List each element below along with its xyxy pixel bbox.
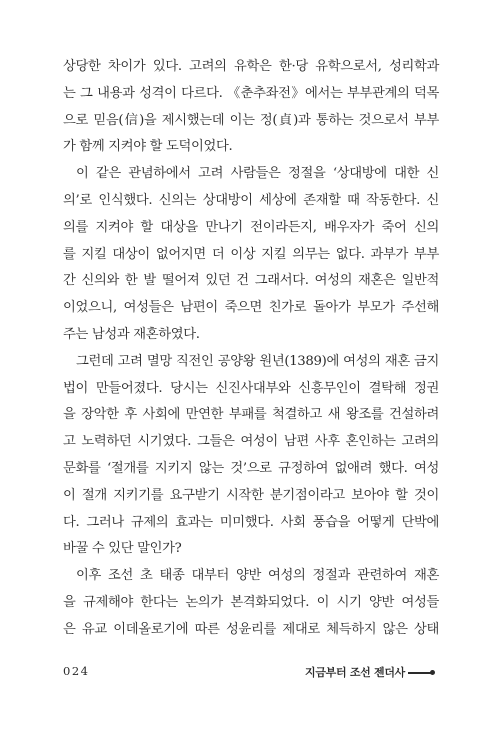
text-line: 의’로 인식했다. 신의는 상대방이 세상에 존재할 때 작동한다. 신 [63, 192, 439, 208]
text-line: 이 절개 지키기를 요구받기 시작한 분기점이라고 보아야 할 것이 [63, 487, 439, 503]
text-line: 은 유교 이데올로기에 따른 성윤리를 제대로 체득하지 않은 상태 [63, 621, 439, 637]
body-text [63, 54, 439, 644]
paragraph [63, 54, 439, 161]
text-line: 이었으니, 여성들은 남편이 죽으면 친가로 돌아가 부모가 주선해 [63, 300, 439, 316]
text-line: 바꿀 수 있단 말인가? [63, 541, 182, 557]
text-line: 을 규제해야 한다는 논의가 본격화되었다. 이 시기 양반 여성들 [63, 594, 439, 610]
footer-dot-ornament [430, 670, 435, 675]
text-line: 가 함께 지켜야 할 도덕이었다. [63, 139, 233, 155]
text-line: 이후 조선 초 태종 대부터 양반 여성의 정절과 관련하여 재혼 [76, 568, 439, 584]
text-line: 간 신의와 한 발 떨어져 있던 건 그래서다. 여성의 재혼은 일반적 [63, 273, 439, 289]
text-line: 문화를 ‘절개를 지키지 않는 것’으로 규정하여 없애려 했다. 여성 [63, 460, 439, 476]
running-title: 지금부터 조선 젠더사 [305, 666, 405, 679]
text-line: 으로 믿음(信)을 제시했는데 이는 정(貞)과 통하는 것으로서 부부 [63, 112, 439, 128]
paragraph [63, 349, 439, 563]
text-line: 다. 그러나 규제의 효과는 미미했다. 사회 풍습을 어떻게 단박에 [63, 514, 439, 530]
text-line: 을 장악한 후 사회에 만연한 부패를 척결하고 새 왕조를 건설하려 [63, 407, 439, 423]
text-line: 법이 만들어졌다. 당시는 신진사대부와 신흥무인이 결탁해 정권 [63, 380, 439, 396]
paragraph [63, 161, 439, 349]
text-line: 의를 지켜야 할 대상을 만나기 전이라든지, 배우자가 죽어 신의 [63, 219, 439, 235]
footer-rule [408, 672, 431, 674]
text-line: 상당한 차이가 있다. 고려의 유학은 한·당 유학으로서, 성리학과 [63, 59, 439, 74]
text-line: 를 지킬 대상이 없어지면 더 이상 지킬 의무는 없다. 과부가 부부 [63, 246, 439, 262]
page-number: 024 [63, 664, 90, 678]
text-line: 그런데 고려 멸망 직전인 공양왕 원년(1389)에 여성의 재혼 금지 [76, 353, 439, 369]
paragraph [63, 563, 439, 643]
text-line: 고 노력하던 시기였다. 그들은 여성이 남편 사후 혼인하는 고려의 [63, 434, 439, 450]
text-line: 는 그 내용과 성격이 다르다. 《춘추좌전》에서는 부부관계의 덕목 [63, 85, 439, 101]
page-footer [63, 664, 439, 684]
text-line: 이 같은 관념하에서 고려 사람들은 정절을 ‘상대방에 대한 신 [76, 166, 439, 182]
text-line: 주는 남성과 재혼하였다. [63, 326, 200, 342]
